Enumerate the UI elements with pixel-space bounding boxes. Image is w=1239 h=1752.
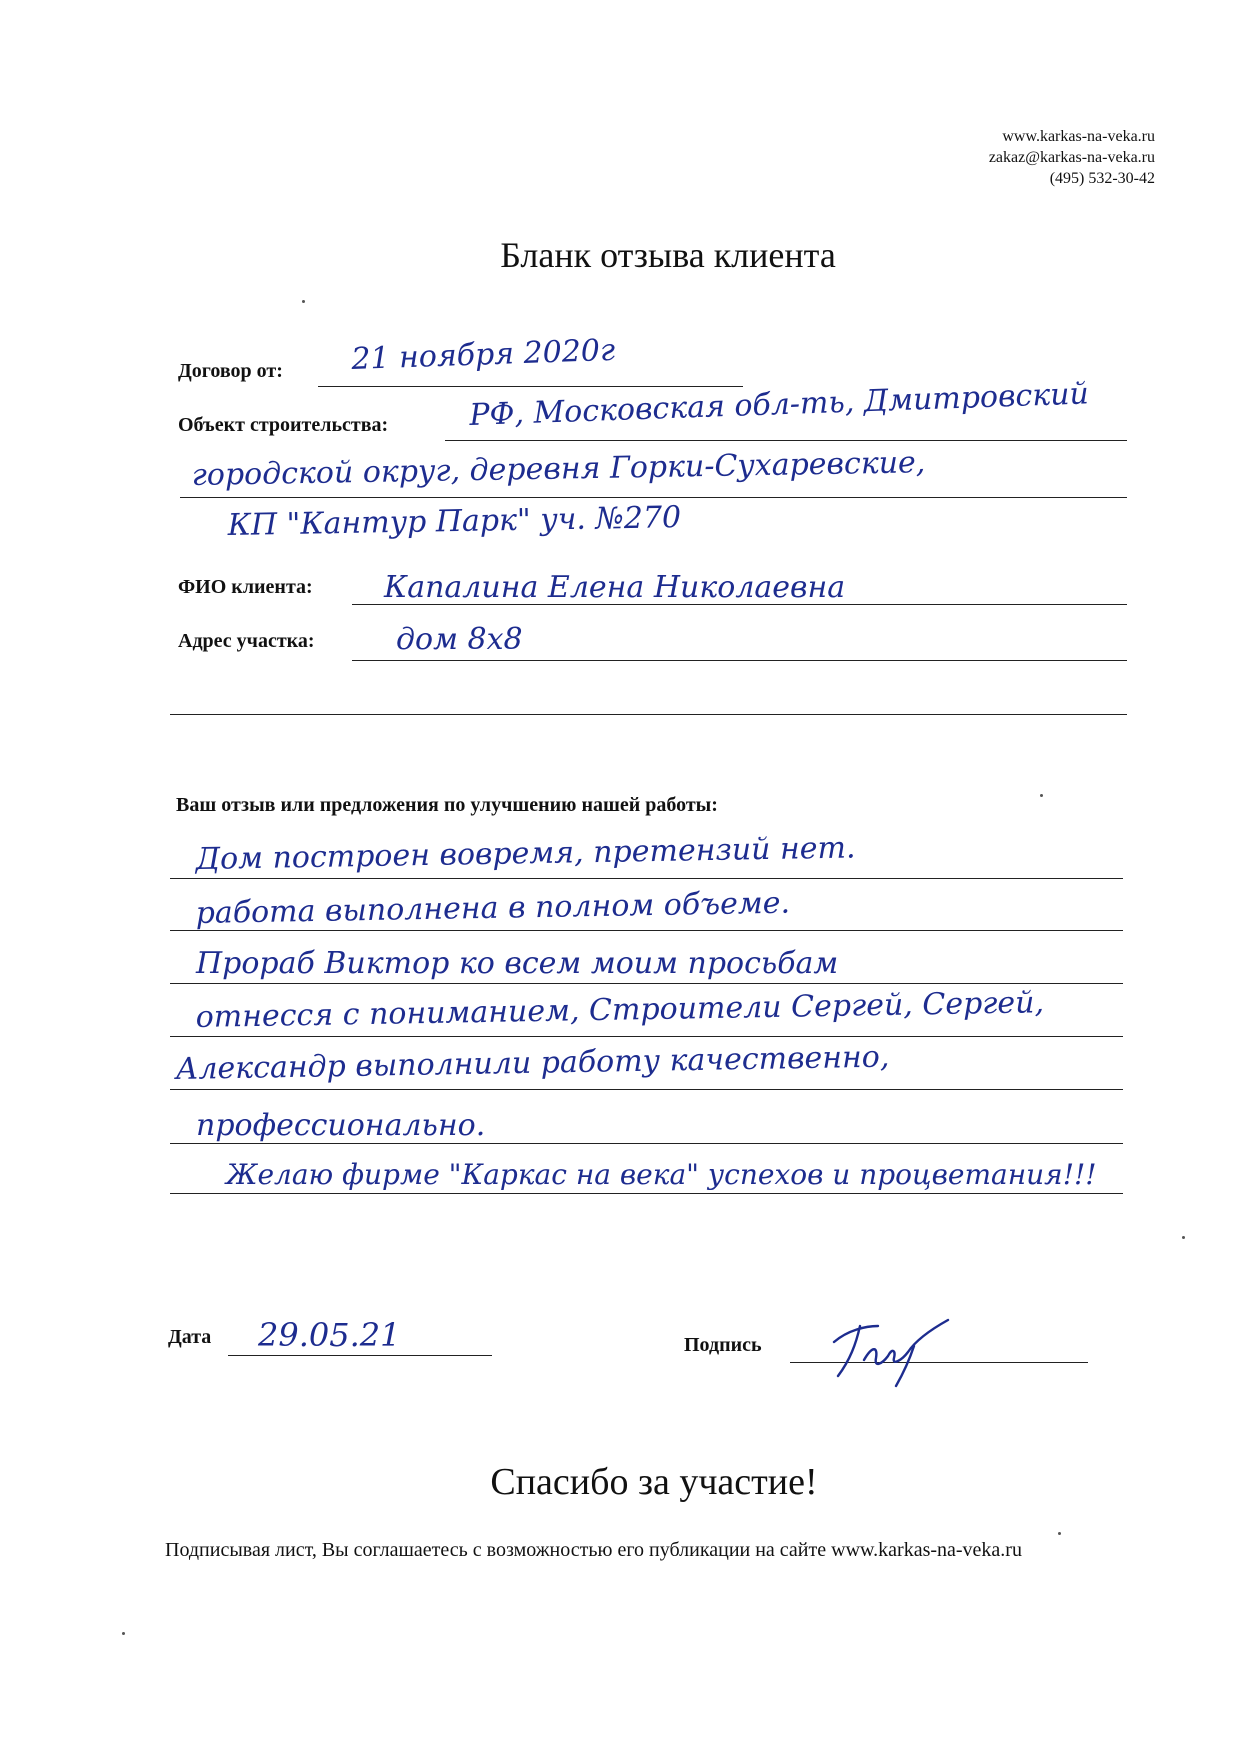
feedback-line-4 [170,1036,1123,1037]
phone-number: (495) 532-30-42 [1049,170,1155,187]
email-link[interactable]: zakaz@karkas-na-veka.ru [988,149,1155,166]
website-link[interactable]: www.karkas-na-veka.ru [1002,128,1155,145]
feedback-line-3 [170,983,1123,984]
consent-notice: Подписывая лист, Вы соглашаетесь с возможностью его публикации на сайте www.karkas-na-veka.ru [165,1539,1022,1561]
date-value: 29.05.21 [258,1316,401,1354]
address-value: дом 8х8 [396,622,523,657]
date-label: Дата [168,1326,212,1348]
feedback-line-5 [170,1089,1123,1090]
thanks-message: Спасибо за участие! [490,1461,818,1503]
date-line [228,1355,492,1356]
object-line-1 [445,440,1127,441]
contact-block [989,126,1155,189]
client-value: Капалина Елена Николаевна [384,570,846,605]
signature-mark [820,1312,970,1392]
feedback-text-line-2: работа выполнена в полном объеме. [195,885,791,931]
object-value-line-2: городской округ, деревня Горки-Сухаревские, [191,445,926,493]
feedback-text-line-3: Прораб Виктор ко всем моим просьбам [196,946,839,981]
contract-value: 21 ноября 2020г [350,332,616,377]
object-label: Объект строительства: [178,414,389,436]
object-value-line-3: КП "Кантур Парк" уч. №270 [227,500,682,543]
contract-line [318,386,743,387]
feedback-text-line-6: профессионально. [196,1108,486,1143]
feedback-text-line-1: Дом построен вовремя, претензий нет. [195,830,856,877]
scan-speck [1040,794,1043,797]
signature-label: Подпись [684,1334,762,1356]
feedback-line-7 [170,1193,1123,1194]
scan-speck [1058,1532,1061,1535]
feedback-line-1 [170,878,1123,879]
client-label: ФИО клиента: [178,576,313,598]
feedback-line-2 [170,930,1123,931]
feedback-text-line-5: Александр выполнили работу качественно, [175,1039,890,1087]
form-title: Бланк отзыва клиента [500,235,836,275]
contract-label: Договор от: [178,360,283,382]
scan-speck [1182,1236,1185,1239]
feedback-text-line-7: Желаю фирме "Каркас на века" успехов и процветания!!! [226,1158,1097,1191]
feedback-line-6 [170,1143,1123,1144]
scan-speck [302,300,305,303]
object-line-2 [180,497,1127,498]
object-value-line-1: РФ, Московская обл-ть, Дмитровский [468,376,1090,433]
feedback-text-line-4: отнесся с пониманием, Строители Сергей, Сергей, [195,985,1045,1035]
feedback-label: Ваш отзыв или предложения по улучшению нашей работы: [176,794,718,816]
address-line-2 [170,714,1127,715]
address-label: Адрес участка: [178,630,315,652]
scan-speck [122,1632,125,1635]
address-line-1 [352,660,1127,661]
